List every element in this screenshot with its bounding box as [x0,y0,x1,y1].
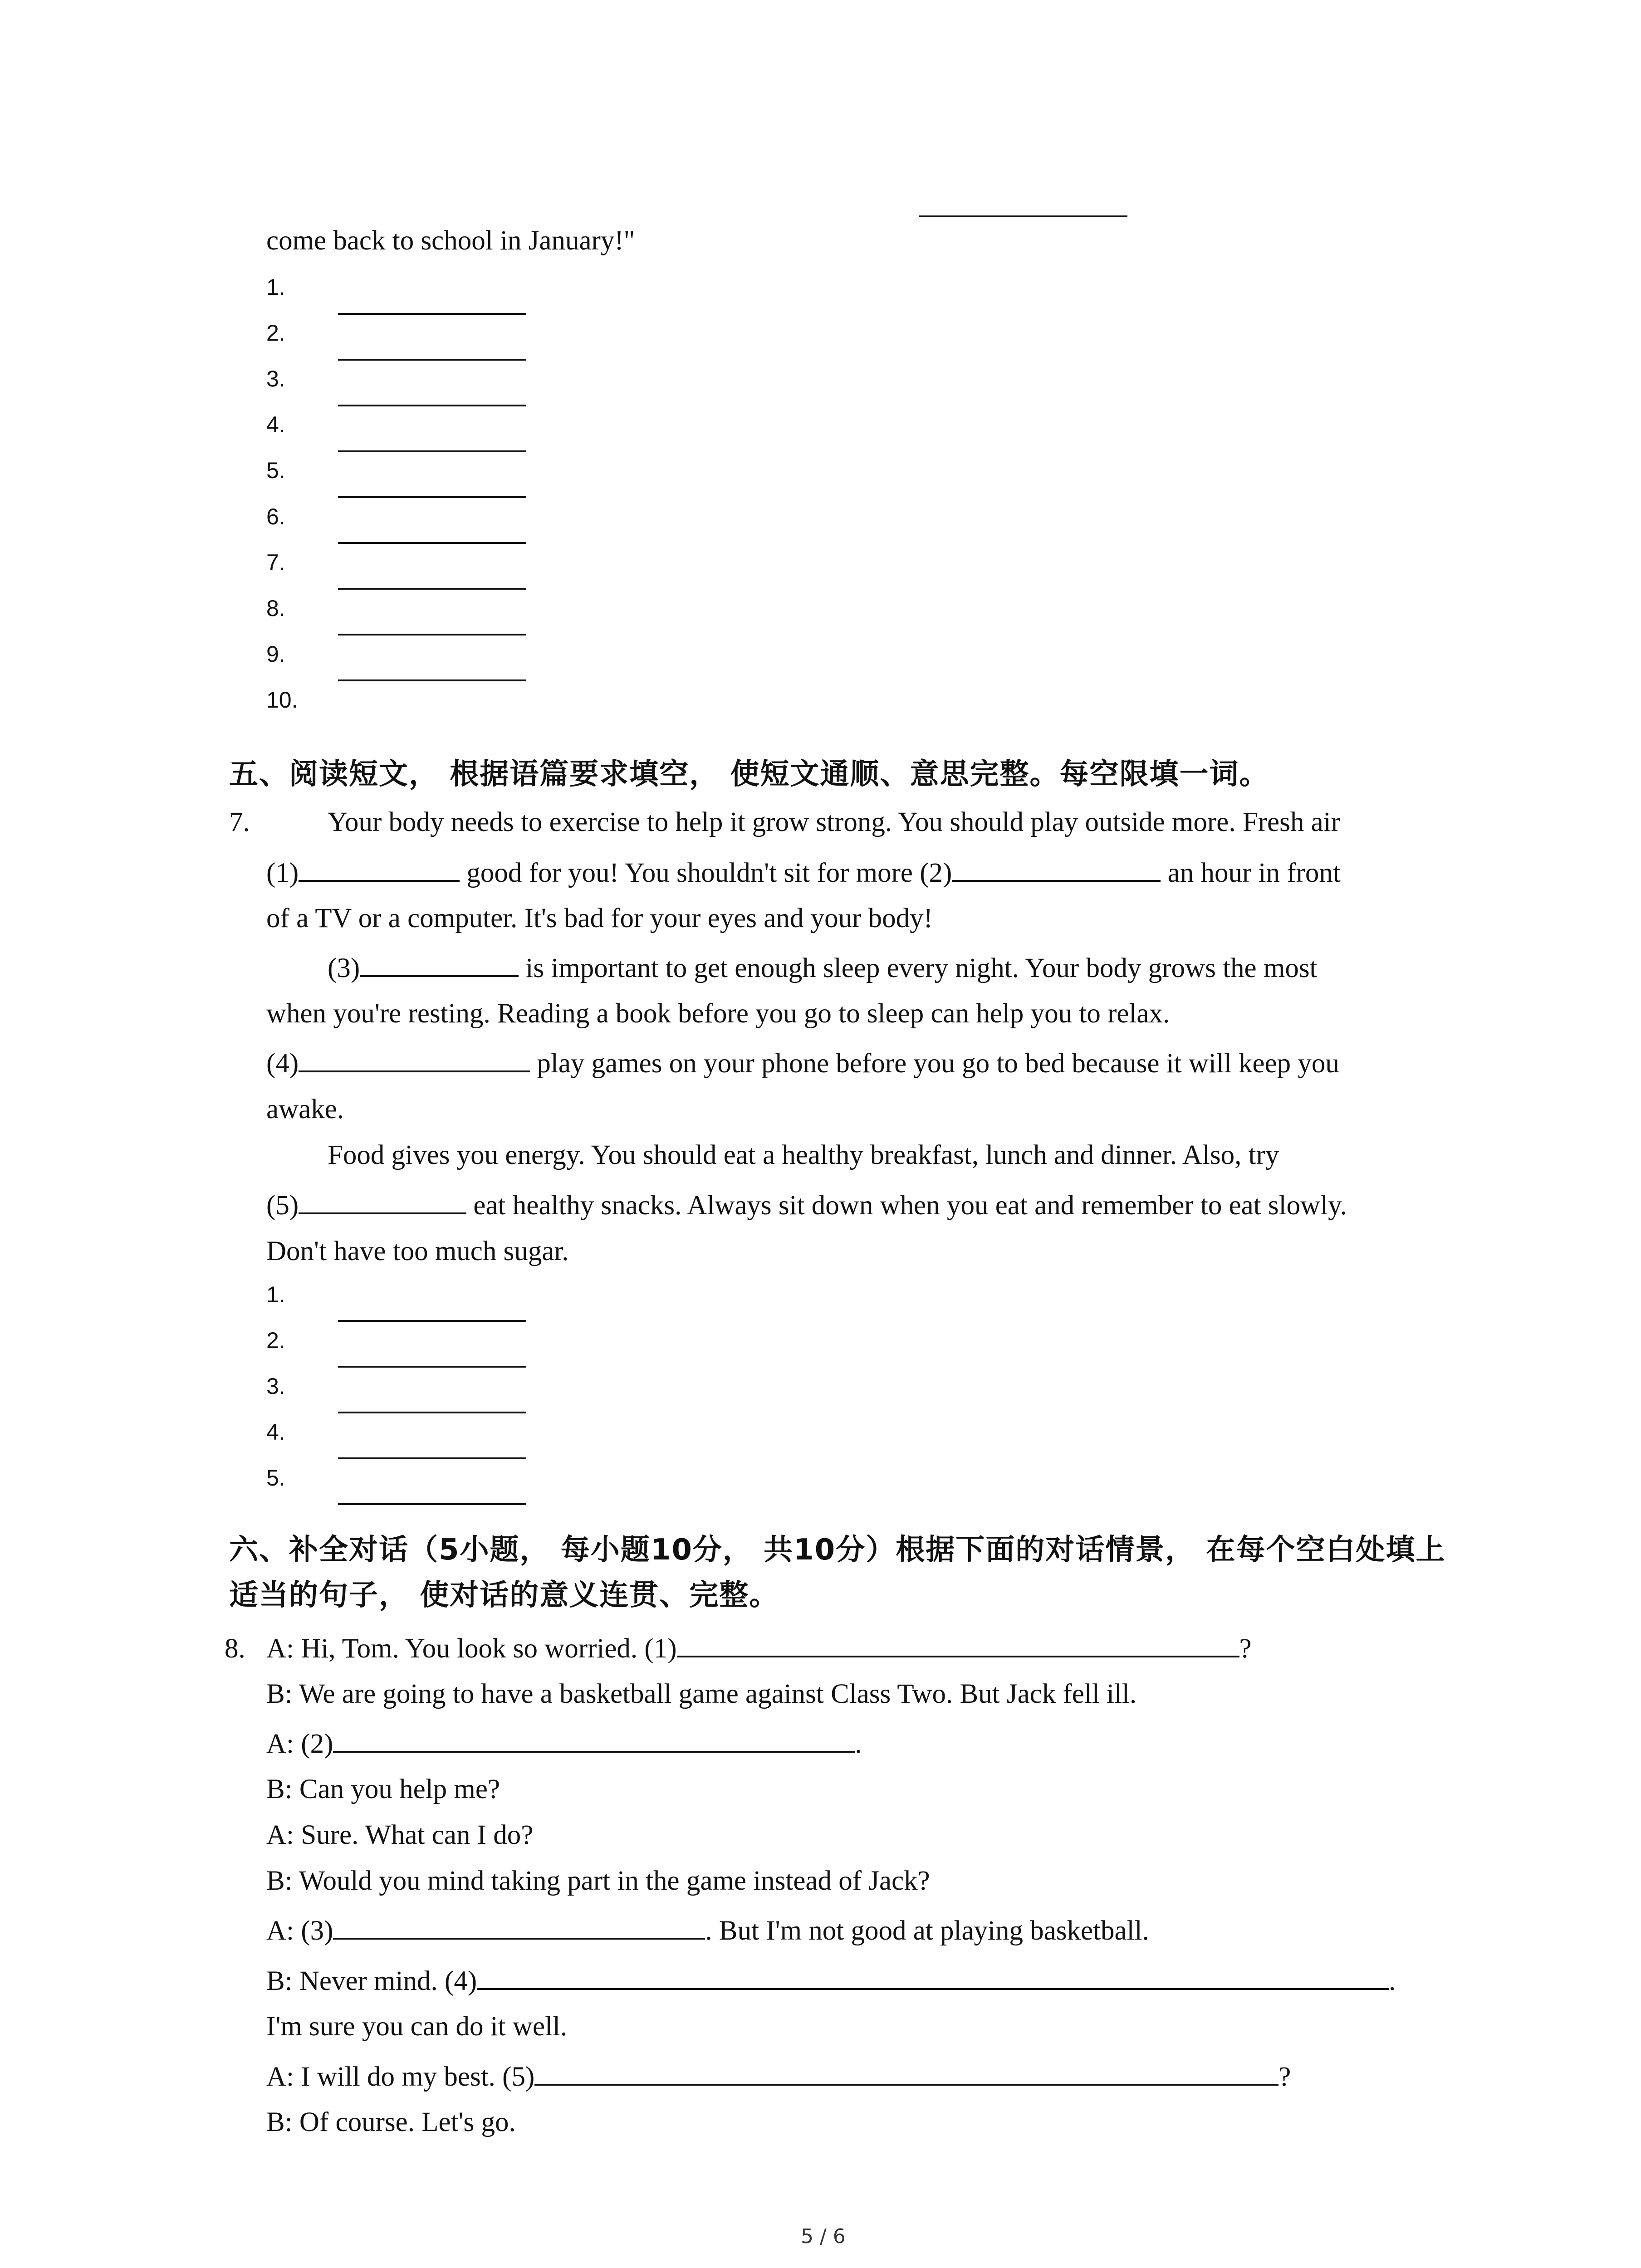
dialogue-text: . [855,1729,862,1759]
answer-blank[interactable] [338,1457,526,1459]
dialogue-text: A: I will do my best. (5) [266,2062,535,2092]
dialogue-line: B: Of course. Let's go. [266,2107,516,2137]
answer-blank[interactable] [299,1048,530,1072]
passage-line: Your body needs to exercise to help it grow strong. You should play outside more. Fresh air [328,807,1340,837]
answer-blank[interactable] [338,542,526,544]
passage-text: an hour in front [1167,858,1341,888]
answer-blank[interactable] [338,1366,526,1368]
passage-text: is important to get enough sleep every night. Your body grows the most [525,953,1318,983]
dialogue-line [266,1915,1149,1947]
dialogue-text: . [1389,1966,1396,1996]
dialogue-line [266,1965,1396,1997]
dialogue-line [266,1633,1252,1665]
dialogue-text: A: (2) [266,1729,333,1759]
passage-line [266,1190,1347,1222]
answer-number: 5. [266,458,285,483]
answer-number: 3. [266,1374,285,1399]
section-heading: 适当的句子， 使对话的意义连贯、完整。 [229,1579,779,1612]
answer-blank[interactable] [338,1412,526,1413]
answer-blank[interactable] [299,1190,466,1214]
answer-blank[interactable] [477,1965,1389,1990]
dialogue-line [266,1728,862,1760]
answer-blank[interactable] [338,359,526,361]
passage-line: of a TV or a computer. It's bad for your eyes and your body! [266,903,933,934]
blank-label: (4) [266,1048,299,1079]
answer-blank[interactable] [952,857,1161,882]
passage-line [266,1048,1339,1080]
answer-number: 6. [266,504,285,529]
answer-number: 1. [266,1282,285,1307]
answer-number: 4. [266,1419,285,1445]
page-number: 5 / 6 [801,2225,846,2248]
answer-number: 4. [266,412,285,437]
dialogue-line: B: Would you mind taking part in the game instead of Jack? [266,1866,930,1896]
passage-line [266,857,1341,889]
dialogue-line: B: We are going to have a basketball game against Class Two. But Jack fell ill. [266,1679,1137,1709]
blank-label: (5) [266,1190,299,1221]
answer-blank[interactable] [338,588,526,590]
answer-number: 5. [266,1465,285,1491]
closing-line: come back to school in January!" [266,225,635,256]
passage-line: when you're resting. Reading a book before you go to sleep can help you to relax. [266,998,1170,1029]
answer-blank[interactable] [333,1915,705,1940]
dialogue-line [266,2061,1291,2093]
passage-line [328,953,1318,984]
dialogue-line: I'm sure you can do it well. [266,2011,568,2042]
question-number: 8. [225,1633,245,1664]
passage-line: Don't have too much sugar. [266,1236,569,1266]
dialogue-text: A: Hi, Tom. You look so worried. (1) [266,1633,677,1664]
section-heading: 六、补全对话（5小题， 每小题10分， 共10分）根据下面的对话情景， 在每个空白处填上 [229,1533,1446,1567]
dialogue-line: B: Can you help me? [266,1774,500,1804]
dialogue-text: B: Never mind. (4) [266,1966,477,1996]
question-number: 7. [229,807,250,837]
passage-text: eat healthy snacks. Always sit down when you eat and remember to eat slowly. [473,1190,1347,1221]
passage-line: Food gives you energy. You should eat a healthy breakfast, lunch and dinner. Also, try [328,1140,1279,1170]
answer-blank[interactable] [333,1728,855,1753]
answer-blank[interactable] [338,679,526,681]
dialogue-text: A: (3) [266,1916,333,1946]
answer-number: 9. [266,641,285,667]
answer-number: 2. [266,320,285,346]
answer-blank[interactable] [338,634,526,635]
answer-blank-top[interactable] [919,215,1127,217]
answer-blank[interactable] [338,496,526,498]
section-heading: 五、阅读短文， 根据语篇要求填空， 使短文通顺、意思完整。每空限填一词。 [229,758,1269,791]
answer-blank[interactable] [299,857,460,882]
dialogue-text: . But I'm not good at playing basketball. [705,1916,1149,1946]
answer-blank[interactable] [338,1503,526,1505]
answer-blank[interactable] [338,313,526,315]
passage-line: awake. [266,1094,344,1124]
answer-blank[interactable] [534,2061,1279,2086]
answer-blank[interactable] [677,1633,1239,1657]
dialogue-line: A: Sure. What can I do? [266,1820,534,1850]
passage-text: good for you! You shouldn't sit for more (2) [466,858,952,888]
answer-number: 7. [266,550,285,575]
answer-blank[interactable] [338,405,526,406]
answer-number: 2. [266,1328,285,1353]
answer-blank[interactable] [360,953,519,977]
blank-label: (1) [266,858,299,888]
answer-blank[interactable] [338,450,526,452]
answer-number: 3. [266,366,285,391]
answer-number: 10. [266,687,298,713]
blank-label: (3) [328,953,360,983]
answer-blank[interactable] [338,1320,526,1322]
passage-text: play games on your phone before you go to bed because it will keep you [537,1048,1339,1079]
dialogue-text: ? [1279,2062,1291,2092]
answer-number: 8. [266,596,285,621]
answer-number: 1. [266,274,285,300]
dialogue-text: ? [1239,1633,1252,1664]
